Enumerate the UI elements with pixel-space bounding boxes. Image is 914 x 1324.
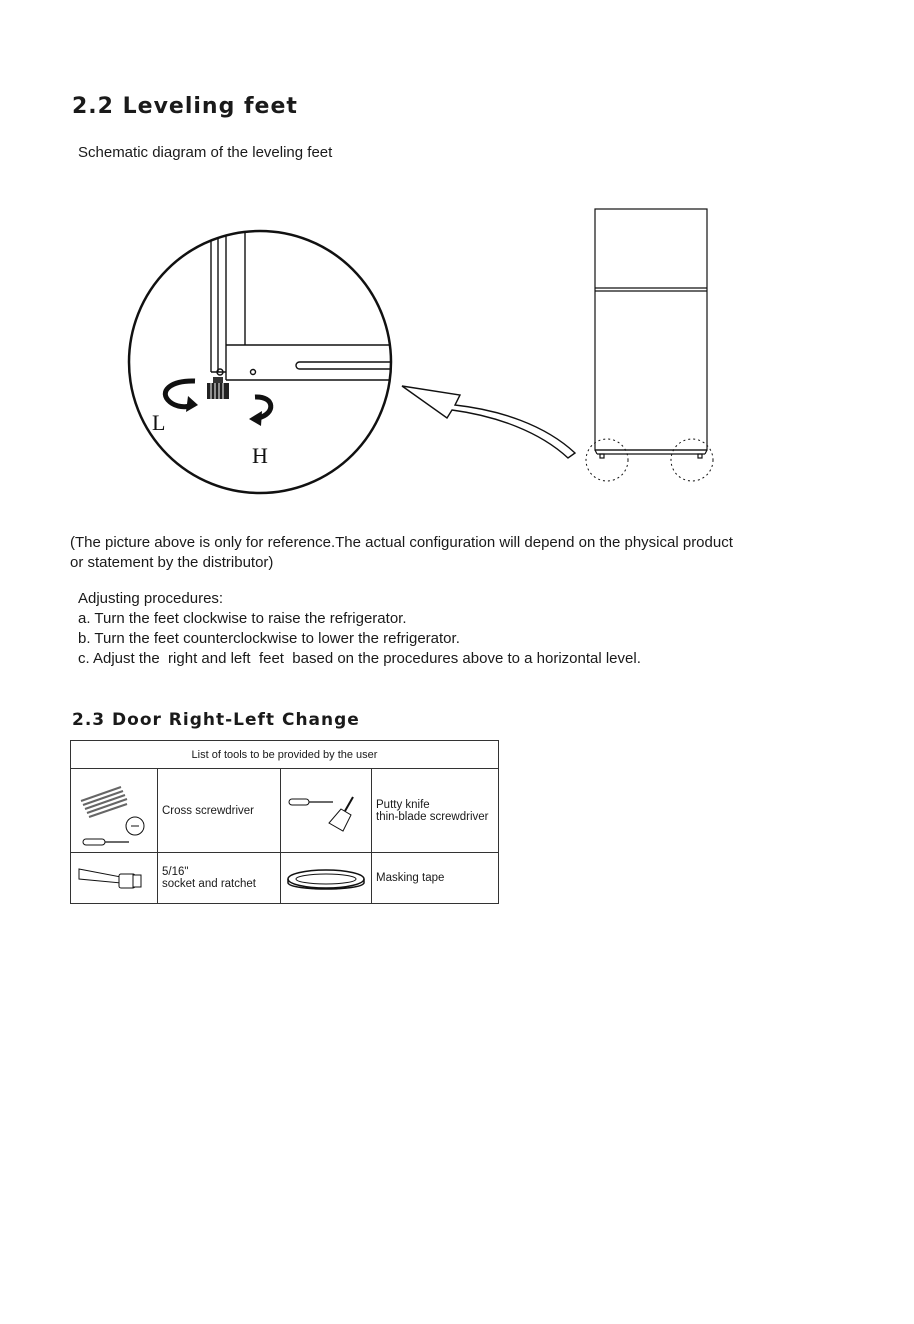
screwdriver-set-image (71, 769, 158, 853)
socket-cell (158, 853, 281, 904)
tools-table (70, 740, 499, 904)
label-h: H (252, 443, 268, 468)
procedures-title: Adjusting procedures: (78, 590, 224, 607)
pointer-arrow (402, 386, 575, 458)
putty-knife-image (281, 769, 372, 853)
adjusting-procedures (78, 589, 641, 669)
section-2-3-heading: 2.3 Door Right-Left Change (72, 710, 360, 730)
reference-note (70, 533, 850, 573)
socket-ratchet-image (71, 853, 158, 904)
socket-ratchet-icon (71, 853, 157, 903)
procedure-c: c. Adjust the right and left feet based on the procedures above to a horizontal level. (78, 650, 641, 667)
label-l: L (152, 410, 166, 435)
tools-table-title: List of tools to be provided by the user (71, 741, 499, 769)
putty-knife-cell (372, 769, 499, 853)
thin-blade-screwdriver-label: thin-blade screwdriver (376, 810, 489, 823)
procedure-b: b. Turn the feet counterclockwise to lower the refrigerator. (78, 630, 460, 647)
socket-size-label: 5/16" (162, 866, 189, 878)
putty-knife-icon (281, 769, 371, 852)
left-foot-highlight (586, 439, 628, 481)
masking-tape-label: Masking tape (372, 853, 499, 904)
procedure-a: a. Turn the feet clockwise to raise the refrigerator. (78, 610, 407, 627)
section-2-2-heading: 2.2 Leveling feet (72, 94, 298, 119)
masking-tape-icon (281, 853, 371, 903)
socket-ratchet-label: socket and ratchet (162, 878, 256, 890)
foot-knob (207, 383, 229, 399)
refrigerator-outline (595, 209, 707, 458)
screwdriver-set-icon (71, 769, 157, 852)
masking-tape-image (281, 853, 372, 904)
reference-note-line2: or statement by the distributor) (70, 554, 274, 571)
cross-screwdriver-label: Cross screwdriver (158, 769, 281, 853)
diagram-subtitle: Schematic diagram of the leveling feet (78, 144, 333, 161)
putty-knife-label: Putty knife (376, 798, 430, 811)
reference-note-line1: (The picture above is only for reference.The actual configuration will depend on the physical product (70, 534, 733, 551)
